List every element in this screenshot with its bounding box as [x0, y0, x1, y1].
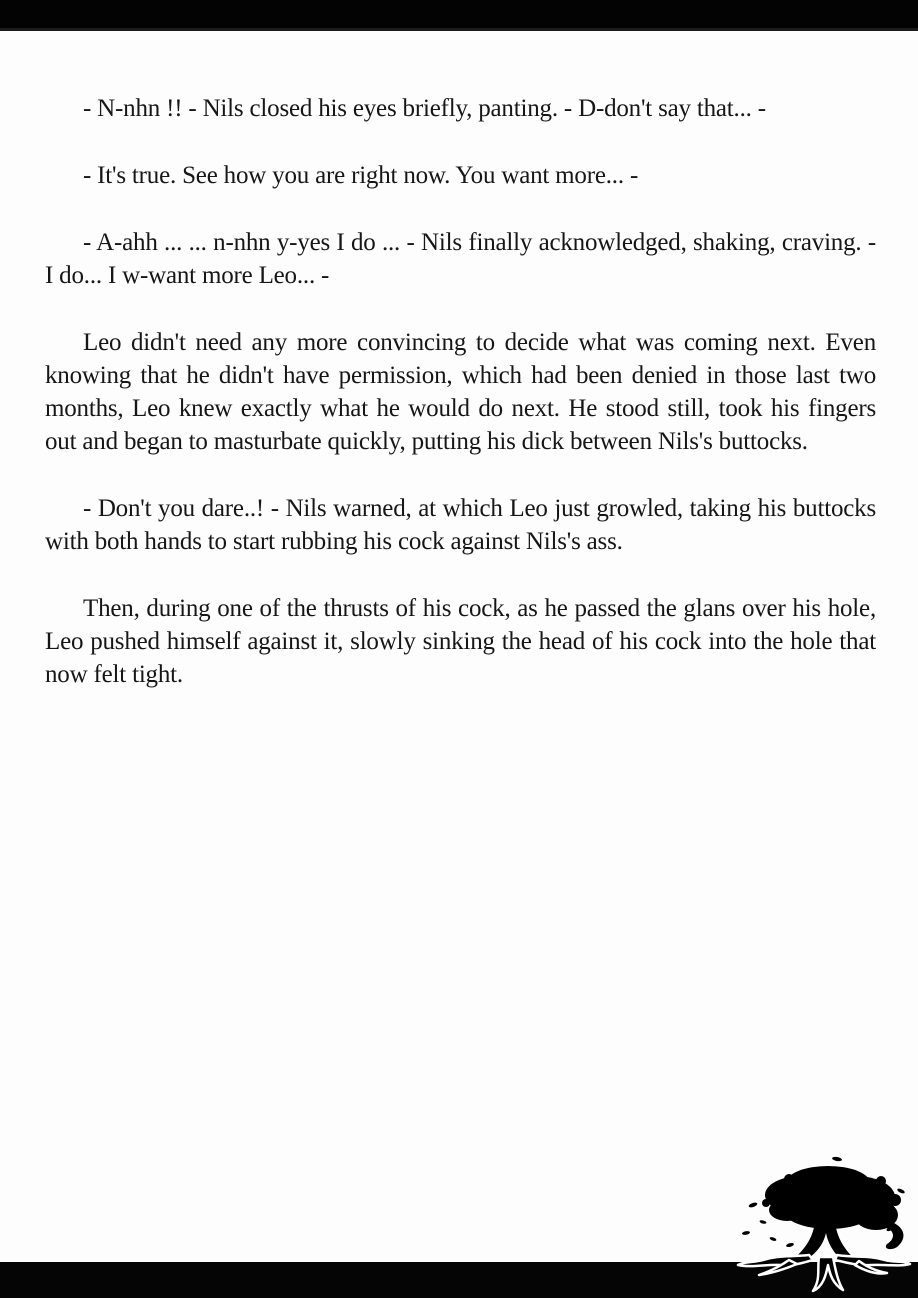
dialogue-paragraph-2: - It's true. See how you are right now. You want more... -: [83, 162, 639, 189]
story-text-block: [45, 92, 876, 725]
dialogue-paragraph-3: - A-ahh ... ... n-nhn y-yes I do ... - Nils finally acknowledged, shaking, craving. - I do... I w-want more Leo... -: [45, 229, 876, 289]
dialogue-paragraph-1: - N-nhn !! - Nils closed his eyes briefly, panting. - D-don't say that... -: [83, 95, 766, 122]
narrative-paragraph-1: Leo didn't need any more convincing to decide what was coming next. Even knowing that he didn't have permission, which had been denied in those last two months, Leo knew exactly what he would do next. He stood still, took his fingers out and began to masturbate quickly, putting his dick between Nils's buttocks.: [45, 329, 876, 455]
tree-logo-icon: [733, 1153, 915, 1298]
top-black-bar: [0, 0, 918, 31]
dialogue-paragraph-4: - Don't you dare..! - Nils warned, at which Leo just growled, taking his buttocks with both hands to start rubbing his cock against Nils's ass.: [45, 495, 876, 555]
narrative-paragraph-2: Then, during one of the thrusts of his cock, as he passed the glans over his hole, Leo pushed himself against it, slowly sinking the head of his cock into the hole that now felt tight.: [45, 595, 876, 688]
